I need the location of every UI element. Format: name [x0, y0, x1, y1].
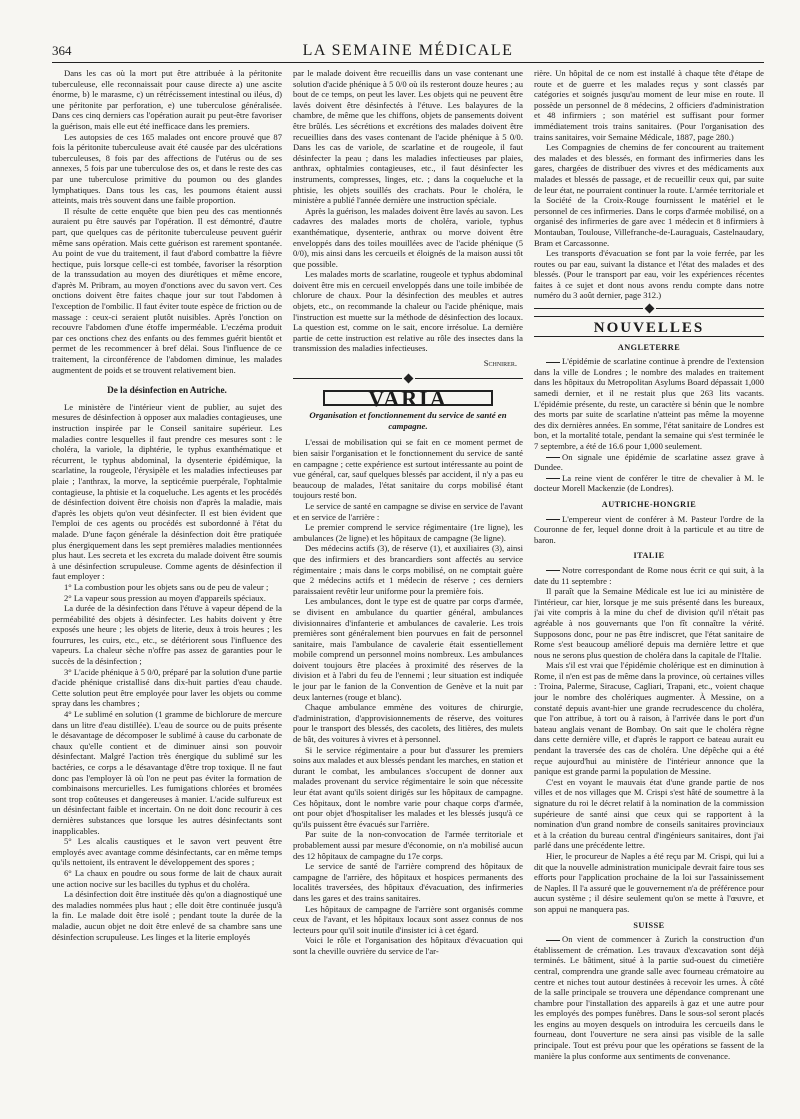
paragraph: 4° Le sublimé en solution (1 gramme de bichlorure de mercure dans un litre d'eau distillée). L'eau de source ou de puits présente le désavantage de décomposer le sublimé à cause du carbonate de chaux qu'elle contient et de diminuer ainsi son pouvoir désinfectant. Malgré l'action très énergique du sublimé sur les bactéries, ce corps a le désavantage d'être trop toxique. Il ne faut donc pas l'employer là où l'on ne peut pas éviter la formation de combinaisons mercurielles. Les fumigations chlorées et bromées sont trop coûteuses et dangereuses à manier. L'acide sulfureux est un désinfectant faible et incertain. On ne doit donc recourir à ces dernières substances que lorsque les autres désinfectants sont inapplicables.	[52, 709, 282, 836]
paragraph: La durée de la désinfection dans l'étuve à vapeur dépend de la perméabilité des objets à désinfecter. Les habits doivent y être exposés une heure ; les objets de literie, deux à trois heures ; les fourrures, les cuirs, etc., etc., se détériorent sous l'influence des vapeurs. La chaleur sèche n'offre pas assez de garanties pour le succès de la désinfection ;	[52, 603, 282, 667]
paragraph: Le premier comprend le service régimentaire (1re ligne), les ambulances (2e ligne) et les hôpitaux de campagne (3e ligne).	[293, 522, 523, 543]
varia-heading: VARIA	[323, 390, 493, 407]
paragraph: Le service de santé en campagne se divise en service de l'avant et en service de l'arrière :	[293, 500, 523, 522]
paragraph: Par suite de la non-convocation de l'armée territoriale et probablement aussi par mesure d'économie, on n'a mobilisé aucun des 12 hôpitaux de campagne du 17e corps.	[293, 829, 523, 861]
paragraph: Voici le rôle et l'organisation des hôpitaux d'évacuation qui sont la cheville ouvrière du service de l'ar-	[293, 935, 523, 956]
paragraph: par le malade doivent être recueillis dans un vase contenant une solution d'acide phénique à 5 0/0 où ils resteront douze heures ; au bout de ce temps, on peut les laver. Les objets qui ne peuvent être lavés doivent être désinfectés à l'étuve. Les balayures de la chambre, de même que les chiffons, objets de pansements doivent être brûlés. Les sécrétions et excrétions des malades doivent être recueillies dans des vases contenant de l'acide phénique à 5 0/0. Dans les cas de variole, de scarlatine et de rougeole, il faut désinfecter la peau ; dans les maladies infectieuses par plaies, anthrax, ophtalmies contagieuses, etc., il faut désinfecter les instruments, compresses, linges, etc. ; dans la coqueluche et la phtisie, les objets souillés des crachats. Pour le choléra, le ministère a publié l'année dernière une instruction spéciale.	[293, 68, 523, 206]
section-separator	[293, 375, 523, 382]
paragraph: Les hôpitaux de campagne de l'arrière sont organisés comme ceux de l'avant, et les hôpitaux locaux sont assez connus de nos lecteurs pour qu'il soit inutile d'insister ici à cet égard.	[293, 903, 523, 935]
columns	[52, 68, 764, 1105]
paragraph: 2° La vapeur sous pression au moyen d'appareils spéciaux.	[64, 592, 266, 603]
column-1	[52, 68, 282, 1105]
paragraph: Dans les cas où la mort put être attribuée à la péritonite tuberculeuse, elle reconnaissait pour cause directe a) une ascite énorme, b) le marasme, c) un rétrécissement intestinal ou iléus, d) une péritonite par perforation, e) une tuberculose généralisée. Dans ces cinq derniers cas l'opération aurait pu peut-être favoriser la guérison, mais elle eut été inefficace dans les premiers.	[52, 68, 282, 131]
country-heading: SUISSE	[633, 920, 665, 930]
article-title: Organisation et fonctionnement du service de santé en campagne.	[309, 410, 507, 431]
paragraph: Il résulte de cette enquête que bien peu des cas mentionnés auraient pu être sauvés par l'opération. Il est démontré, d'autre part, que quelques cas de péritonite tuberculeuse peuvent guérir même sans opération. Mais cette guérison est rarement spontanée. Au point de vue du traitement, il faut d'abord combattre la fièvre hectique, puis lorsque celle-ci est tombée, favoriser la résorption de la transsudation au moyen des diurétiques et même encore, d'après M. Pribram, au moyen d'onctions avec du savon vert. Ces onctions doivent être faites chaque jour sur tout l'abdomen à l'exception de l'ombilic. Il faut éviter toute espèce de friction ou de massage : ceux-ci seraient plutôt nuisibles. Après l'onction on recouvre l'abdomen d'une étoffe imperméable. L'eczéma produit par ces onctions chez des enfants ou des femmes guérit bientôt et permet de les recommencer à bref délai. Sous l'influence de ce traitement, la circonférence de l'abdomen diminue, les malades augmentent de poids et se trouvent relativement bien.	[52, 205, 282, 375]
section-separator	[534, 305, 764, 312]
paragraph: 5° Les alcalis caustiques et le savon vert peuvent être employés avec avantage comme désinfectants, car en même temps qu'ils nettoient, ils entravent le développement des spores ;	[52, 836, 282, 868]
column-2	[293, 68, 523, 1105]
paragraph: Les malades morts de scarlatine, rougeole et typhus abdominal doivent être mis en cercueil enveloppés dans une toile imbibée de chlorure de chaux. Pour la désinfection des meubles et autres objets, etc., on recommande la chaleur ou l'acide phénique, mais l'instruction est muette sur la méthode de désinfection des locaux. La question est, comme on le sait, encore irrésolue. La dernière partie de cette instruction est relative au rôle des insectes dans la transmission des maladies infectieuses.	[293, 269, 523, 354]
country-heading: AUTRICHE-HONGRIE	[601, 499, 697, 509]
paragraph: Le ministère de l'intérieur vient de publier, au sujet des mesures de désinfection à opposer aux maladies contagieuses, une instruction inspirée par le Conseil sanitaire supérieur. Les maladies contre lesquelles il faut prendre ces mesures sont : le choléra, la variole, la diphtérie, le typhus exanthématique et récurrent, le typhus abdominal, la dysenterie épidémique, la scarlatine, la rougeole, l'érysipèle et les maladies infectieuses par plaie ; l'anthrax, la morve, la septicémie puerpérale, l'ophtalmie contagieuse, la phtisie et la coqueluche. Les agents et les procédés de désinfection doivent être choisis non d'après la maladie, mais d'après les objets qu'on veut désinfecter. Il est bien évident que l'emploi de ces agents ou procédés est subordonné à l'état du malade. D'une façon générale la désinfection doit être pratiquée plus énergiquement dans les sept premières maladies mentionnées plus haut. Les secreta et les excreta du malade doivent être soumis à une désinfection scrupuleuse. Comme agents de désinfection il faut employer :	[52, 401, 282, 582]
paragraph: 3° L'acide phénique à 5 0/0, préparé par la solution d'une partie d'acide phénique cristallisé dans dix-huit parties d'eau chaude. Cette solution peut être employée pour laver les objets ou comme spray dans les chambres ;	[52, 666, 282, 709]
page-number: 364	[52, 43, 72, 58]
paragraph: L'essai de mobilisation qui se fait en ce moment permet de bien saisir l'organisation et le fonctionnement du service de santé en campagne ; cette expérience est surtout intéressante au point de vue général, car, sauf quelques blessés par accident, il n'y a pas eu beaucoup de malades, l'état sanitaire du corps mobilisé étant toujours resté bon.	[293, 437, 523, 501]
news-item: La reine vient de conférer le titre de chevalier à M. le docteur Morell Mackenzie (de Londres).	[534, 472, 764, 494]
news-item: L'empereur vient de conférer à M. Pasteur l'ordre de la Couronne de fer, lequel donne droit à la particule et au titre de baron.	[534, 513, 764, 545]
country-heading: ANGLETERRE	[617, 342, 681, 352]
news-item: On signale une épidémie de scarlatine assez grave à Dundee.	[534, 451, 764, 473]
paragraph: Les autopsies de ces 165 malades ont encore prouvé que 87 fois la péritonite tuberculeuse avait été causée par des ulcérations tuberculeuses, 8 fois par des affections de l'utérus ou de ses annexes, 5 fois par une tuberculose des os, et dans le reste des cas par une tuberculose primitive du poumon ou des glandes lymphatiques. Dans tous les cas, les poumons étaient aussi atteints, mais très souvent dans une faible proportion.	[52, 131, 282, 206]
journal-title: LA SEMAINE MÉDICALE	[302, 42, 514, 59]
author-signature: Schnirer.	[483, 358, 517, 369]
paragraph: Mais s'il est vrai que l'épidémie cholérique est en diminution à Rome, il n'en est pas de même dans la province, où certaines villes : Troina, Palerme, Siracuse, Cagliari, Trapani, etc., voient chaque jour le nombre des cholériques augmenter. À Messine, on a constaté depuis avant-hier une grande recrudescence du choléra, que l'on attribue, à tort ou à raison, à l'arrivée dans le port d'un bateau anglais venant de Bombay. On sait que le choléra règne dans cette dernière ville, et d'après le rapport ce bateau aurait eu pendant la traversée des cas de choléra. Une dépêche qui a été reçue aujourd'hui au ministère de l'intérieur annonce que la panique est grande parmi la population de Messine.	[534, 660, 764, 777]
paragraph: 6° La chaux en poudre ou sous forme de lait de chaux aurait une action nocive sur les bacilles du typhus et du choléra.	[52, 867, 282, 889]
paragraph: C'est en voyant le mauvais état d'une grande partie de nos villes et de nos villages que M. Crispi s'est hâté de soumettre à la signature du roi le décret relatif à la nomination de la commission supérieure de santé ainsi que ceux qui se rapportent à la nomination d'un grand nombre de conseils sanitaires provinciaux et à la création du bureau central d'ingénieurs sanitaires, dont j'ai parlé dans une précédente lettre.	[534, 776, 764, 851]
paragraph: Après la guérison, les malades doivent être lavés au savon. Les cadavres des malades morts de choléra, variole, typhus exanthématique, dysenterie, anthrax ou morve doivent être enveloppés dans des toiles mouillées avec de l'acide phénique (5 0/0), mis ainsi dans les cercueils et éloignés de la maison aussi tôt que possible.	[293, 205, 523, 269]
page-header	[52, 40, 764, 63]
paragraph: Des médecins actifs (3), de réserve (1), et auxiliaires (3), ainsi que des infirmiers et des brancardiers sont affectés au service régimentaire ; mais dans le corps mobilisé, on ne comptait guère que 2 médecins actifs et 1 médecin de réserve ; ces derniers paraissaient revêtir leur uniforme pour la première fois.	[293, 543, 523, 596]
paragraph: Si le service régimentaire a pour but d'assurer les premiers soins aux malades et aux blessés pendant les marches, en station et durant le combat, les ambulances s'occupent de donner aux malades provenant du service régimentaire le soin que nécessite leur état avant qu'ils soient dirigés sur les hôpitaux de campagne. Ces hôpitaux, dont le nombre varie pour chaque corps d'armée, ont pour objet d'hospitaliser les malades et les blessés jusqu'à ce qu'ils puissent être évacués sur l'arrière.	[293, 744, 523, 829]
paragraph: rière. Un hôpital de ce nom est installé à chaque tête d'étape de route et de guerre et les malades reçus y sont classés par catégories et soignés jusqu'au moment de leur mise en route. Il possède un personnel de 8 médecins, 2 officiers d'administration et 48 infirmiers ; son matériel est suffisant pour former immédiatement trois trains sanitaires. (Pour l'organisation des trains sanitaires, voir Semaine Médicale, 1887, page 280.)	[534, 68, 764, 142]
country-heading: ITALIE	[633, 551, 665, 561]
news-item: Notre correspondant de Rome nous écrit ce qui suit, à la date du 11 septembre :	[534, 564, 764, 586]
paragraph: Hier, le procureur de Naples a été reçu par M. Crispi, qui lui a dit que la nouvelle administration municipale devrait faire tous ses efforts pour l'application prochaine de la loi sur l'assainissement de Naples. Il l'a assuré que le gouvernement n'a de préférence pour aucun système ; il désire seulement qu'on se mette à l'œuvre, et son appui ne manquera pas.	[534, 850, 764, 914]
nouvelles-heading: NOUVELLES	[593, 320, 705, 337]
paragraph: Chaque ambulance emmène des voitures de chirurgie, d'administration, d'approvisionnements de réserve, des voitures pour le transport des blessés, des cacolets, des litières, des mulets de bât, des voitures à vivres et à personnel.	[293, 702, 523, 745]
column-3	[534, 68, 764, 1105]
paragraph: Les Compagnies de chemins de fer concourent au traitement des malades et des blessés, en formant des infirmeries dans les gares, chargées de distribuer des vivres et des médicaments aux malades et blessés de passage, et de recueillir ceux qui, par suite de leur état, ne pourraient continuer la route. L'armée territoriale et la Société de la Croix-Rouge fournissent le matériel et le personnel de ces infirmeries. Dans le corps d'armée mobilisé, on a organisé des infirmeries de gare avec 1 médecin et 8 infirmiers à Montauban, Toulouse, Villefranche-de-Lauraguais, Castelnaudary, Bram et Carcassonne.	[534, 142, 764, 248]
paragraph: La désinfection doit être instituée dès qu'on a diagnostiqué une des maladies nommées plus haut ; elle doit être continuée jusqu'à la fin. Le malade doit être isolé ; pendant toute la durée de la maladie, aucun objet ne doit être enlevé de sa chambre sans une désinfection scrupuleuse. Les linges et la literie employés	[52, 889, 282, 942]
paragraph: 1° La combustion pour les objets sans ou de peu de valeur ;	[64, 581, 269, 592]
news-item: On vient de commencer à Zurich la construction d'un établissement de crémation. Les travaux d'excavation sont déjà terminés. Le bâtiment, situé à la partie sud-ouest du cimetière central, comprendra une grande salle avec fourneau crématoire au centre et niches tout autour destinées à recevoir les urnes. À côté de la salle principale se trouvera une dépendance comprenant une chambre pour l'installation des appareils à gaz et une autre pour les employés des pompes funèbres. Dans le sous-sol seront placés les engins au moyen desquels on introduira les cercueils dans le fourneau, dont l'ouverture ne sera ainsi pas visible de la salle principale. Tout est prévu pour que les opérations se fassent de la manière la plus conforme aux sentiments de convenance.	[534, 934, 764, 1061]
paragraph: Les ambulances, dont le type est de quatre par corps d'armée, se divisent en ambulance du quartier général, ambulances divisionnaires d'infanterie et ambulances de cavalerie. Les trois premières sont généralement bien pourvues en fait de personnel sanitaire, mais l'ambulance de cavalerie était essentiellement mobile comprend un personnel moins nombreux. Les ambulances doivent toujours être placées à proximité des réserves de la division et à l'abri du feu de l'ennemi ; leur situation est indiquée le jour par le fanion de la Convention de Genève et la nuit par deux lanternes (rouge et blanc).	[293, 596, 523, 702]
paragraph: Les transports d'évacuation se font par la voie ferrée, par les routes ou par eau, suivant la distance et l'état des malades et des blessés. (Pour le transport par eau, voir les expériences récentes faites à ce sujet et dont nous avons rendu compte dans notre numéro du 3 août dernier, page 312.)	[534, 248, 764, 301]
paragraph: Il paraît que la Semaine Médicale est lue ici au ministère de l'intérieur, car hier, lorsque je me suis présenté dans les bureaux, j'ai vite compris à la mine du chef de division qu'il n'était pas agréable à nos gouvernants que l'on fît connaître la vérité. Supposons donc, pour ne pas être indiscret, que l'état sanitaire de Rome s'est beaucoup amélioré depuis ma dernière lettre et que nous ne serons plus question de choléra dans la capitale de l'Italie.	[534, 586, 764, 660]
paragraph: Le service de santé de l'arrière comprend des hôpitaux de campagne de l'arrière, des hôpitaux et hospices permanents des localités traversées, des hôpitaux d'évacuation, des infirmeries dans les gares et des trains sanitaires.	[293, 861, 523, 903]
news-item: L'épidémie de scarlatine continue à prendre de l'extension dans la ville de Londres ; le nombre des malades en traitement dans les hôpitaux du Metropolitan Asylums Board dépassait 1,000 samedi dernier, et il ne restait plus que 263 lits vacants. L'épidémie présente, du reste, un caractère si bénin que le nombre des morts par suite de scarlatine n'atteint pas même la moyenne des dix dernières années. En somme, l'état sanitaire de Londres est bon, et la mortalité totale, pendant la semaine qui s'est terminée le 7 septembre, a été de 16.6 pour 1,000 seulement.	[534, 356, 764, 451]
section-title: De la désinfection en Autriche.	[107, 385, 227, 396]
